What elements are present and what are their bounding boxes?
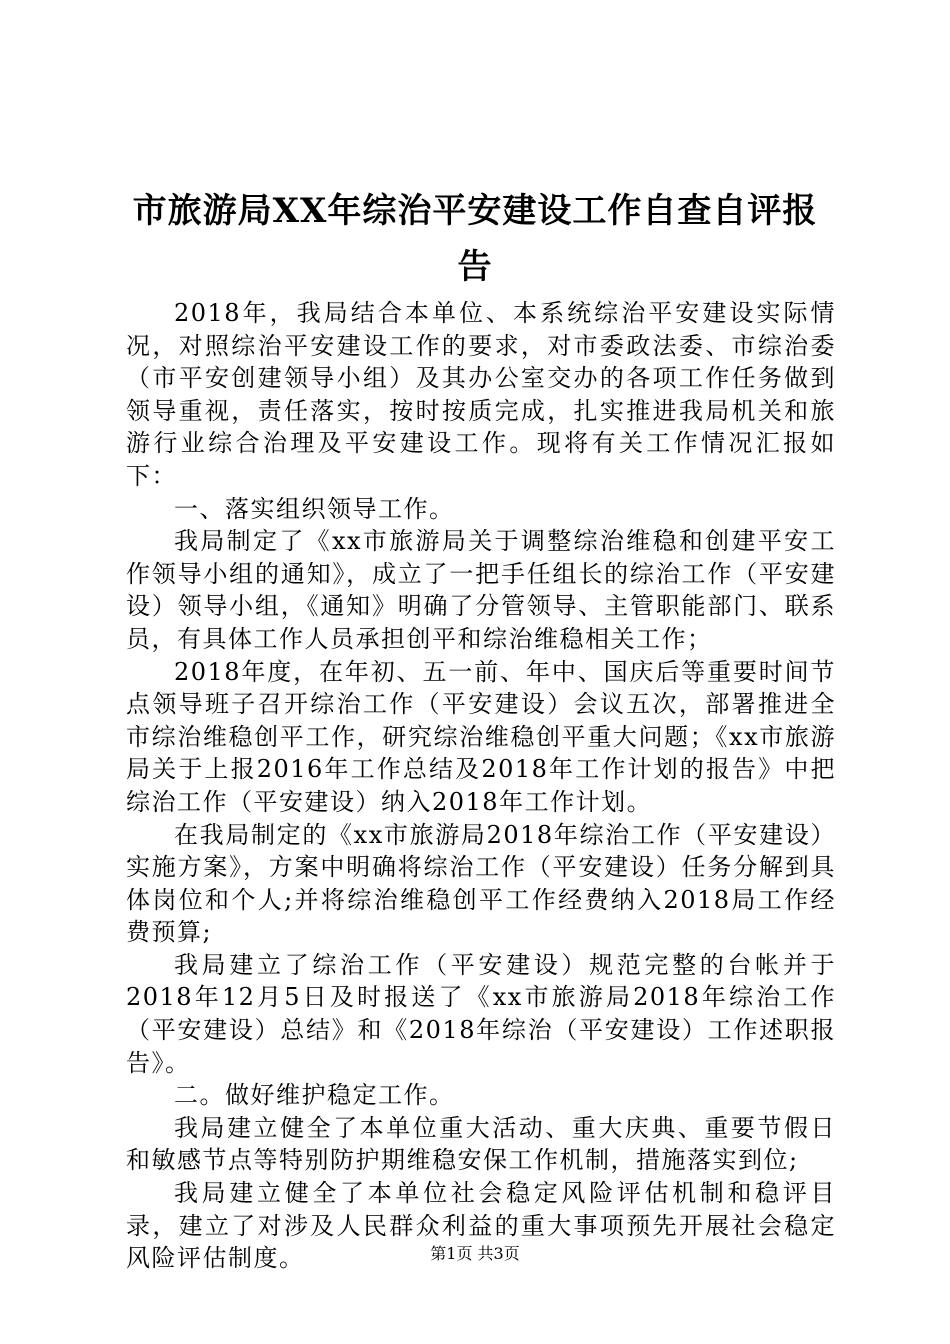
- section-heading-2: 二。做好维护稳定工作。: [174, 1081, 455, 1110]
- paragraph: 在我局制定的《xx市旅游局2018年综治工作（平安建设）实施方案》，方案中明确将综治工作（平安建设）任务分解到具体岗位和个人;并将综治维稳创平工作经费纳入2018局工作经费预算;: [126, 820, 836, 947]
- paragraph: 我局建立健全了本单位重大活动、重大庆典、重要节假日和敏感节点等特别防护期维稳安保工作机制，措施落实到位;: [126, 1113, 836, 1175]
- paragraph: 我局建立了综治工作（平安建设）规范完整的台帐并于2018年12月5日及时报送了《xx市旅游局2018年综治工作（平安建设）总结》和《2018年综治（平安建设）工作述职报告》。: [126, 950, 836, 1077]
- paragraph-intro: 2018年，我局结合本单位、本系统综治平安建设实际情况，对照综治平安建设工作的要求，对市委政法委、市综治委（市平安创建领导小组）及其办公室交办的各项工作任务做到领导重视，责任落实，按时按质完成，扎实推进我局机关和旅游行业综合治理及平安建设工作。现将有关工作情况汇报如下：: [126, 299, 836, 490]
- section-heading-1: 一、落实组织领导工作。: [174, 494, 455, 523]
- paragraph: 我局建立健全了本单位社会稳定风险评估机制和稳评目录，建立了对涉及人民群众利益的重大事项预先开展社会稳定风险评估制度。: [126, 1179, 836, 1273]
- paragraph: 我局制定了《xx市旅游局关于调整综治维稳和创建平安工作领导小组的通知》，成立了一把手任组长的综治工作（平安建设）领导小组，《通知》明确了分管领导、主管职能部门、联系员，有具体工作人员承担创平和综治维稳相关工作；: [126, 527, 836, 653]
- document-body: [126, 297, 836, 1275]
- page-number-footer: 第1页 共3页: [430, 1244, 520, 1263]
- document-title: 市旅游局XX年综治平安建设工作自查自评报告: [132, 191, 818, 287]
- paragraph: 2018年度，在年初、五一前、年中、国庆后等重要时间节点领导班子召开综治工作（平安建设）会议五次，部署推进全市综治维稳创平工作，研究综治维稳创平重大问题；《xx市旅游局关于上报2016年工作总结及2018年工作计划的报告》中把综治工作（平安建设）纳入2018年工作计划。: [126, 657, 836, 816]
